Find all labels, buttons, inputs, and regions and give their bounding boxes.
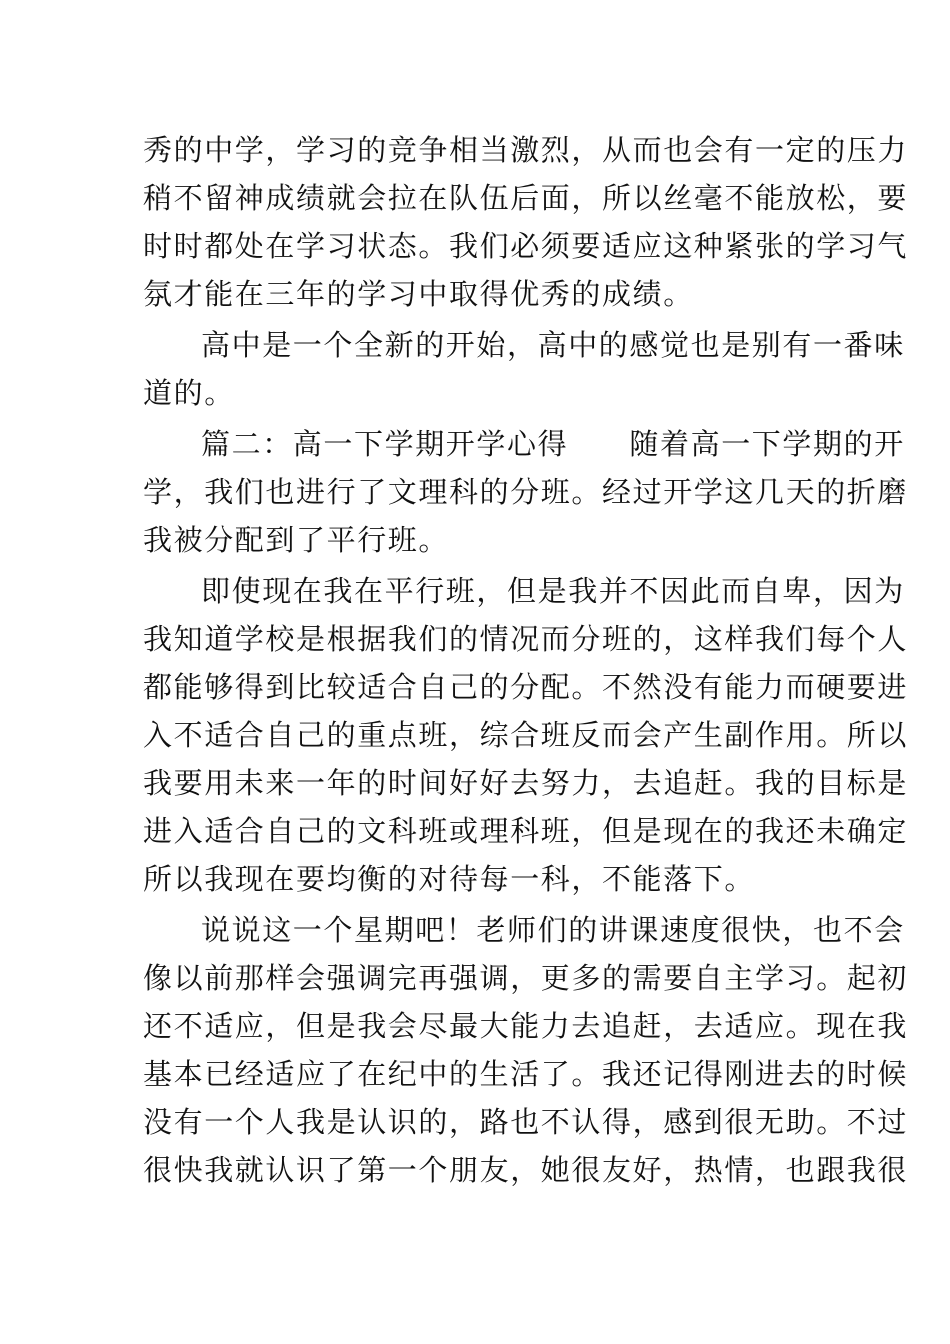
text-line: 高中是一个全新的开始，高中的感觉也是别有一番味 bbox=[201, 328, 905, 362]
text-line: 我要用未来一年的时间好好去努力，去追赶。我的目标是 bbox=[143, 766, 909, 800]
text-line: 时时都处在学习状态。我们必须要适应这种紧张的学习气 bbox=[143, 229, 909, 263]
text-line: 氛才能在三年的学习中取得优秀的成绩。 bbox=[143, 277, 694, 311]
text-line: 都能够得到比较适合自己的分配。不然没有能力而硬要进 bbox=[143, 670, 909, 704]
text-line: 还不适应，但是我会尽最大能力去追赶，去适应。现在我 bbox=[143, 1009, 909, 1043]
text-line: 秀的中学，学习的竞争相当激烈，从而也会有一定的压力 bbox=[143, 133, 909, 167]
text-line: 我知道学校是根据我们的情况而分班的，这样我们每个人 bbox=[143, 622, 909, 656]
paragraph-5 bbox=[143, 906, 909, 1194]
text-line: 说说这一个星期吧！老师们的讲课速度很快，也不会 bbox=[201, 913, 905, 947]
text-line: 学，我们也进行了文理科的分班。经过开学这几天的折磨 bbox=[143, 475, 909, 509]
text-line: 基本已经适应了在纪中的生活了。我还记得刚进去的时候 bbox=[143, 1057, 909, 1091]
text-line: 很快我就认识了第一个朋友，她很友好，热情，也跟我很 bbox=[143, 1153, 909, 1187]
text-line: 入不适合自己的重点班，综合班反而会产生副作用。所以 bbox=[143, 718, 909, 752]
body-text bbox=[143, 126, 909, 1194]
paragraph-2 bbox=[143, 321, 905, 417]
paragraph-4 bbox=[143, 567, 909, 903]
paragraph-3 bbox=[143, 420, 909, 564]
text-line: 道的。 bbox=[143, 376, 235, 410]
text-line: 没有一个人我是认识的，路也不认得，感到很无助。不过 bbox=[143, 1105, 909, 1139]
text-line: 即使现在我在平行班，但是我并不因此而自卑，因为 bbox=[201, 574, 905, 608]
text-line: 篇二：高一下学期开学心得 随着高一下学期的开 bbox=[201, 427, 905, 461]
text-line: 我被分配到了平行班。 bbox=[143, 523, 450, 557]
text-line: 所以我现在要均衡的对待每一科，不能落下。 bbox=[143, 862, 756, 896]
text-line: 进入适合自己的文科班或理科班，但是现在的我还未确定 bbox=[143, 814, 909, 848]
paragraph-1 bbox=[143, 126, 909, 318]
text-line: 稍不留神成绩就会拉在队伍后面，所以丝毫不能放松，要 bbox=[143, 181, 909, 215]
text-line: 像以前那样会强调完再强调，更多的需要自主学习。起初 bbox=[143, 961, 909, 995]
